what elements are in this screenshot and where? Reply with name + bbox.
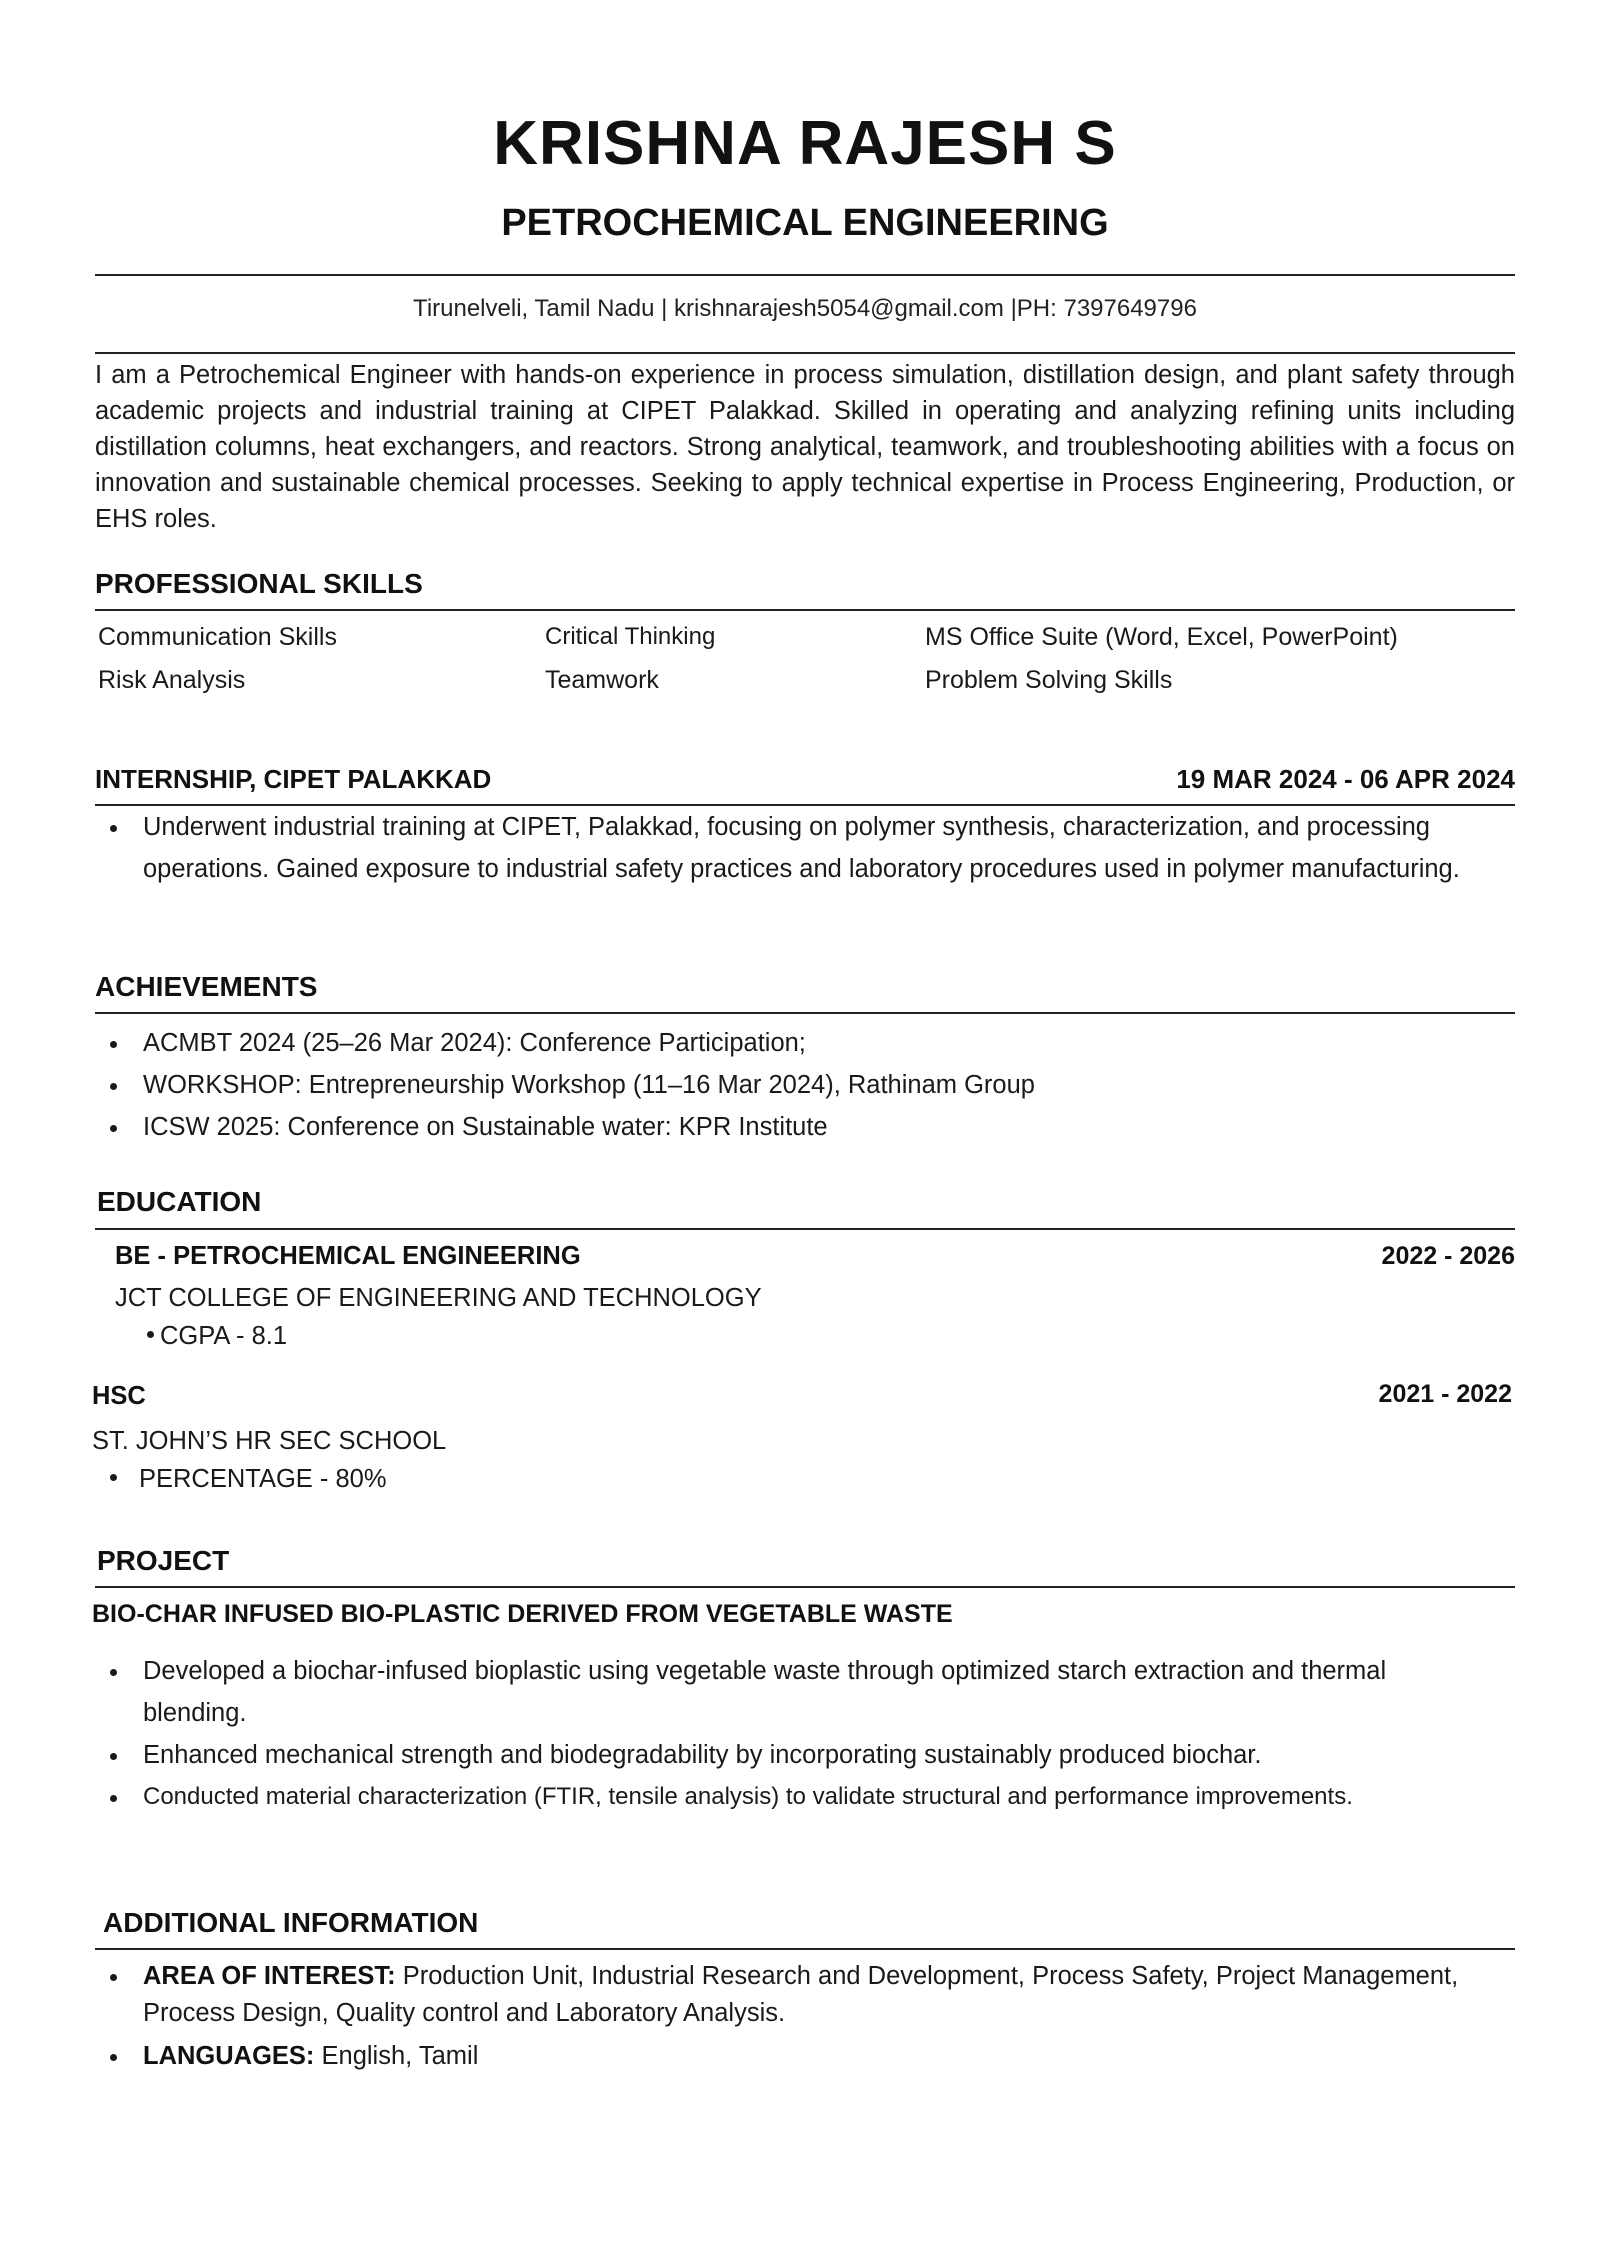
bullet-dot: [147, 1331, 154, 1338]
additional-bullets: [95, 1958, 1515, 2075]
bullet-dot: [110, 1083, 117, 1090]
education-degree-title: BE - PETROCHEMICAL ENGINEERING: [115, 1242, 581, 1270]
skills-rule: [95, 609, 1515, 611]
project-title: BIO-CHAR INFUSED BIO-PLASTIC DERIVED FROM VEGETABLE WASTE: [92, 1600, 953, 1628]
header-rule-bottom: [95, 352, 1515, 354]
education-degree-institution: JCT COLLEGE OF ENGINEERING AND TECHNOLOGY: [115, 1284, 762, 1312]
skill-item: Teamwork: [545, 666, 659, 694]
additional-heading: ADDITIONAL INFORMATION: [103, 1907, 479, 1938]
project-bullets: [95, 1650, 1495, 1818]
list-item: Developed a biochar-infused bioplastic using vegetable waste through optimized starch extraction and thermal blending.: [95, 1650, 1495, 1734]
list-item: Conducted material characterization (FTIR, tensile analysis) to validate structural and performance improvements.: [95, 1776, 1495, 1818]
education-hsc-detail: PERCENTAGE - 80%: [110, 1465, 387, 1494]
profile-summary: I am a Petrochemical Engineer with hands-on experience in process simulation, distillation design, and plant safety through academic projects and industrial training at CIPET Palakkad. Skilled in operating and analyzing refining units including distillation columns, heat exchangers, and reactors. Strong analytical, teamwork, and troubleshooting abilities with a focus on innovation and sustainable chemical processes. Seeking to apply technical expertise in Process Engineering, Production, or EHS roles.: [95, 361, 1515, 533]
education-hsc-institution: ST. JOHN’S HR SEC SCHOOL: [92, 1427, 447, 1455]
list-item: Enhanced mechanical strength and biodegradability by incorporating sustainably produced biochar.: [95, 1734, 1495, 1776]
skills-heading: PROFESSIONAL SKILLS: [95, 568, 423, 599]
internship-dates: 19 MAR 2024 - 06 APR 2024: [1176, 764, 1515, 794]
internship-heading: INTERNSHIP, CIPET PALAKKAD: [95, 764, 492, 794]
bullet-dot: [110, 2054, 117, 2061]
list-item: ICSW 2025: Conference on Sustainable water: KPR Institute: [95, 1106, 1495, 1148]
skill-item: Communication Skills: [98, 623, 337, 651]
candidate-discipline: PETROCHEMICAL ENGINEERING: [501, 202, 1109, 244]
achievements-bullets: [95, 1022, 1495, 1148]
internship-bullets: [95, 806, 1495, 890]
bullet-dot: [110, 1974, 117, 1981]
education-degree-years: 2022 - 2026: [1381, 1242, 1515, 1270]
education-degree-detail: CGPA - 8.1: [147, 1322, 287, 1351]
list-item: LANGUAGES: English, Tamil: [95, 2038, 1515, 2075]
education-heading: EDUCATION: [97, 1186, 262, 1217]
education-hsc-years: 2021 - 2022: [1378, 1380, 1512, 1408]
contact-line: Tirunelveli, Tamil Nadu | krishnarajesh5054@gmail.com |PH: 7397649796: [413, 295, 1197, 322]
skill-item: Critical Thinking: [545, 623, 716, 650]
education-hsc-title: HSC: [92, 1382, 146, 1410]
achievements-heading: ACHIEVEMENTS: [95, 971, 318, 1002]
header-rule-top: [95, 274, 1515, 276]
bullet-dot: [110, 1669, 117, 1676]
skill-item: Risk Analysis: [98, 666, 246, 694]
list-item: ACMBT 2024 (25–26 Mar 2024): Conference Participation;: [95, 1022, 1495, 1064]
list-item: WORKSHOP: Entrepreneurship Workshop (11–16 Mar 2024), Rathinam Group: [95, 1064, 1495, 1106]
bullet-dot: [110, 1474, 117, 1481]
bullet-dot: [110, 1125, 117, 1132]
achievements-rule: [95, 1012, 1515, 1014]
skill-item: Problem Solving Skills: [925, 666, 1173, 694]
bullet-dot: [110, 1795, 117, 1802]
bullet-dot: [110, 1041, 117, 1048]
skill-item: MS Office Suite (Word, Excel, PowerPoint): [925, 623, 1398, 651]
list-item: Underwent industrial training at CIPET, Palakkad, focusing on polymer synthesis, characterization, and processing operations. Gained exposure to industrial safety practices and laboratory procedures used in polymer manufacturing.: [95, 806, 1495, 890]
education-rule: [95, 1228, 1515, 1230]
candidate-name: KRISHNA RAJESH S: [493, 109, 1117, 178]
additional-rule: [95, 1948, 1515, 1950]
project-rule: [95, 1586, 1515, 1588]
project-heading: PROJECT: [97, 1545, 230, 1576]
bullet-dot: [110, 1753, 117, 1760]
list-item: AREA OF INTEREST: Production Unit, Industrial Research and Development, Process Safety, Project Management, Process Design, Quality control and Laboratory Analysis.: [95, 1958, 1515, 2032]
bullet-dot: [110, 825, 117, 832]
